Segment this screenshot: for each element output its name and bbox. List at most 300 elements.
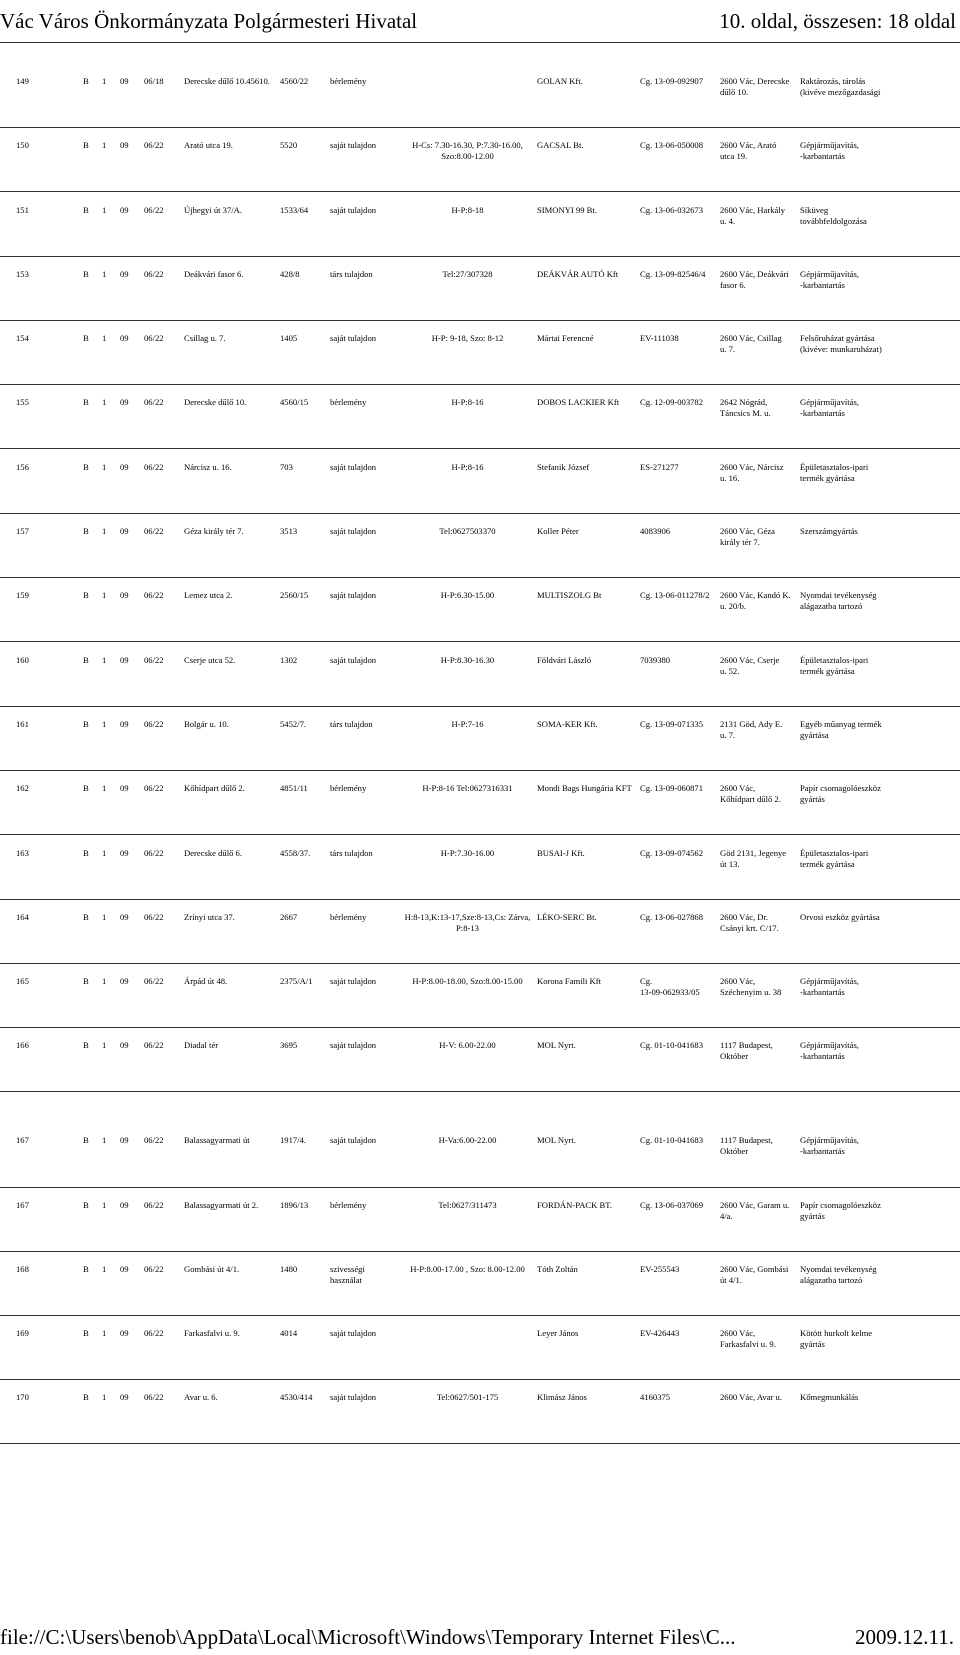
record-category: B xyxy=(83,1200,89,1210)
record-operator-address-line: Farkasfalvi u. 9. xyxy=(720,1339,776,1349)
record-lot-number: 4014 xyxy=(280,1328,298,1338)
record-lot-number: 428/8 xyxy=(280,269,300,279)
record-category: B xyxy=(83,76,89,86)
record-site-address: Derecske dűlő 10.45610. xyxy=(184,76,270,86)
record-field-09: 09 xyxy=(120,526,129,536)
row-separator xyxy=(0,577,960,578)
record-category: B xyxy=(83,205,89,215)
record-operator-name: FORDÁN-PACK BT. xyxy=(537,1200,612,1210)
record-activity xyxy=(800,397,950,419)
record-site-address: Lemez utca 2. xyxy=(184,590,233,600)
record-field-09: 09 xyxy=(120,76,129,86)
record-category: B xyxy=(83,1264,89,1274)
record-lot-number: 4560/22 xyxy=(280,76,309,86)
record-ownership: bérlemény xyxy=(330,397,367,407)
record-activity xyxy=(800,333,950,355)
record-activity-line: Gépjárműjavítás, xyxy=(800,1135,859,1145)
table-row xyxy=(0,848,960,882)
record-registration: Cg. 13-06-037069 xyxy=(640,1200,704,1210)
record-activity-line: gyártás xyxy=(800,1339,825,1349)
record-activity-line: Szerszámgyártás xyxy=(800,526,858,536)
footer-file-path: file://C:\Users\benob\AppData\Local\Microsoft\Windows\Temporary Internet Files\C... xyxy=(0,1625,736,1649)
record-number: 163 xyxy=(16,848,29,858)
record-field-09: 09 xyxy=(120,140,129,150)
record-ownership-line: használat xyxy=(330,1275,362,1285)
record-code: 06/22 xyxy=(144,655,164,665)
record-category: B xyxy=(83,1392,89,1402)
record-operator-address-line: Csányi krt. C/17. xyxy=(720,923,779,933)
record-registration: Cg. 13-06-027868 xyxy=(640,912,704,922)
record-activity-line: Papír csomagolóeszköz xyxy=(800,783,881,793)
record-operator-address xyxy=(720,783,798,805)
record-activity-line: Felsőruházat gyártása xyxy=(800,333,875,343)
record-operator-address-line: 2600 Vác, xyxy=(720,976,756,986)
record-opening-hours: H-V: 6.00-22.00 xyxy=(439,1040,496,1050)
record-code: 06/22 xyxy=(144,848,164,858)
table-row xyxy=(0,976,960,1010)
row-separator xyxy=(0,1315,960,1316)
record-site-address: Nárcisz u. 16. xyxy=(184,462,232,472)
record-registration: Cg. 13-09-071335 xyxy=(640,719,704,729)
record-operator-address-line: Göd 2131, Jegenye xyxy=(720,848,787,858)
record-lot-number: 1896/13 xyxy=(280,1200,309,1210)
record-field-09: 09 xyxy=(120,205,129,215)
record-code: 06/22 xyxy=(144,462,164,472)
record-number: 162 xyxy=(16,783,29,793)
record-site-address: Újhegyi út 37/A. xyxy=(184,205,243,215)
record-operator-address xyxy=(720,1135,798,1157)
record-operator-address-line: utca 19. xyxy=(720,151,748,161)
record-operator-address-line: 2600 Vác, Harkály xyxy=(720,205,785,215)
record-operator-address xyxy=(720,397,798,419)
record-field-1: 1 xyxy=(102,783,107,793)
record-operator-name: Tóth Zoltán xyxy=(537,1264,578,1274)
record-code: 06/22 xyxy=(144,1040,164,1050)
record-category: B xyxy=(83,397,89,407)
record-field-09: 09 xyxy=(120,783,129,793)
record-code: 06/22 xyxy=(144,719,164,729)
record-opening-hours-line: P:8-13 xyxy=(456,923,479,933)
record-ownership: bérlemény xyxy=(330,1200,367,1210)
record-operator-address-line: dűlő 10. xyxy=(720,87,749,97)
record-opening-hours: H-P:8-16 Tel:0627316331 xyxy=(422,783,513,793)
record-operator-address xyxy=(720,912,798,934)
record-ownership: saját tulajdon xyxy=(330,462,377,472)
record-operator-address-line: u. 4. xyxy=(720,216,736,226)
record-lot-number: 1480 xyxy=(280,1264,298,1274)
row-separator xyxy=(0,1027,960,1028)
record-ownership: társ tulajdon xyxy=(330,269,373,279)
record-activity-line: továbbfeldolgozása xyxy=(800,216,867,226)
table-row xyxy=(0,1135,960,1169)
record-field-09: 09 xyxy=(120,1264,129,1274)
table-row xyxy=(0,719,960,753)
record-number: 169 xyxy=(16,1328,29,1338)
record-code: 06/22 xyxy=(144,1392,164,1402)
record-activity xyxy=(800,269,950,291)
record-code: 06/22 xyxy=(144,205,164,215)
record-field-1: 1 xyxy=(102,655,107,665)
record-ownership: bérlemény xyxy=(330,912,367,922)
record-number: 151 xyxy=(16,205,29,215)
record-field-09: 09 xyxy=(120,719,129,729)
record-activity xyxy=(800,76,950,98)
record-site-address: Arató utca 19. xyxy=(184,140,233,150)
record-activity-line: -karbantartás xyxy=(800,1051,845,1061)
record-category: B xyxy=(83,140,89,150)
record-opening-hours: H-P:6.30-15.00 xyxy=(440,590,495,600)
record-category: B xyxy=(83,719,89,729)
record-operator-address-line: 2600 Vác, Derecske xyxy=(720,76,790,86)
record-number: 161 xyxy=(16,719,29,729)
record-field-1: 1 xyxy=(102,526,107,536)
record-site-address: Gombási út 4/1. xyxy=(184,1264,240,1274)
record-activity xyxy=(800,1040,950,1062)
record-activity-line: Egyéb műanyag termék xyxy=(800,719,882,729)
record-operator-address-line: Október xyxy=(720,1146,749,1156)
record-registration: Cg. 13-06-032673 xyxy=(640,205,704,215)
row-separator xyxy=(0,256,960,257)
record-ownership: bérlemény xyxy=(330,783,367,793)
record-activity xyxy=(800,1328,950,1350)
table-row xyxy=(0,526,960,560)
record-activity-line: Gépjárműjavítás, xyxy=(800,976,859,986)
record-site-address: Zrínyi utca 37. xyxy=(184,912,235,922)
record-code: 06/22 xyxy=(144,333,164,343)
record-registration: Cg. 12-09-003782 xyxy=(640,397,704,407)
record-activity-line: gyártás xyxy=(800,1211,825,1221)
record-ownership: saját tulajdon xyxy=(330,1040,377,1050)
record-site-address: Deákvári fasor 6. xyxy=(184,269,244,279)
record-lot-number: 2375/A/1 xyxy=(280,976,313,986)
record-operator-name: DOBOS LACKIER Kft xyxy=(537,397,620,407)
table-row xyxy=(0,912,960,946)
record-site-address: Balassagyarmati út xyxy=(184,1135,250,1145)
record-activity xyxy=(800,1135,950,1157)
record-activity-line: termék gyártása xyxy=(800,859,855,869)
record-category: B xyxy=(83,976,89,986)
record-activity-line: termék gyártása xyxy=(800,666,855,676)
record-operator-address xyxy=(720,1392,798,1403)
record-number: 168 xyxy=(16,1264,29,1274)
record-operator-address xyxy=(720,462,798,484)
record-operator-address xyxy=(720,1200,798,1222)
row-separator xyxy=(0,834,960,835)
record-number: 149 xyxy=(16,76,29,86)
row-separator xyxy=(0,1091,960,1092)
record-opening-hours: Tel:0627503370 xyxy=(439,526,496,536)
record-operator-address-line: 2600 Vác, Csillag xyxy=(720,333,782,343)
record-operator-address-line: 4/a. xyxy=(720,1211,733,1221)
record-operator-address xyxy=(720,719,798,741)
record-operator-address xyxy=(720,76,798,98)
record-field-09: 09 xyxy=(120,912,129,922)
table-row xyxy=(0,462,960,496)
record-operator-name: Korona Famili Kft xyxy=(537,976,601,986)
record-category: B xyxy=(83,783,89,793)
record-activity xyxy=(800,912,950,923)
record-number: 156 xyxy=(16,462,29,472)
record-site-address: Árpád út 48. xyxy=(184,976,228,986)
record-field-1: 1 xyxy=(102,76,107,86)
record-activity-line: Nyomdai tevékenység xyxy=(800,1264,877,1274)
record-activity-line: -karbantartás xyxy=(800,151,845,161)
record-operator-address-line: 2131 Göd, Ady E. xyxy=(720,719,783,729)
record-field-1: 1 xyxy=(102,1328,107,1338)
record-ownership xyxy=(330,1264,398,1286)
row-separator xyxy=(0,706,960,707)
record-field-09: 09 xyxy=(120,655,129,665)
record-site-address: Csillag u. 7. xyxy=(184,333,226,343)
record-ownership: bérlemény xyxy=(330,76,367,86)
record-operator-address-line: 2600 Vác, Dr. xyxy=(720,912,769,922)
record-registration: Cg. 13-09-092907 xyxy=(640,76,704,86)
record-registration: 7039380 xyxy=(640,655,671,665)
record-lot-number: 1302 xyxy=(280,655,298,665)
record-opening-hours: H-P:7-16 xyxy=(451,719,484,729)
record-ownership: saját tulajdon xyxy=(330,333,377,343)
row-separator xyxy=(0,1251,960,1252)
record-operator-address-line: 2600 Vác, xyxy=(720,1328,756,1338)
record-ownership: saját tulajdon xyxy=(330,655,377,665)
record-operator-address xyxy=(720,1040,798,1062)
record-field-1: 1 xyxy=(102,397,107,407)
record-operator-name: GOLAN Kft. xyxy=(537,76,583,86)
record-site-address: Balassagyarmati út 2. xyxy=(184,1200,259,1210)
record-activity-line: -karbantartás xyxy=(800,408,845,418)
header-page-counter: 10. oldal, összesen: 18 oldal xyxy=(719,9,956,33)
record-opening-hours: Tel:0627/501-175 xyxy=(436,1392,499,1402)
record-lot-number: 3513 xyxy=(280,526,298,536)
record-lot-number: 1533/64 xyxy=(280,205,309,215)
record-site-address: Bolgár u. 10. xyxy=(184,719,229,729)
record-number: 150 xyxy=(16,140,29,150)
record-operator-address-line: Kőhídpart dűlő 2. xyxy=(720,794,781,804)
record-category: B xyxy=(83,848,89,858)
record-opening-hours xyxy=(400,140,535,162)
table-row xyxy=(0,269,960,303)
record-ownership: saját tulajdon xyxy=(330,140,377,150)
record-operator-address-line: 2600 Vác, Garam u. xyxy=(720,1200,790,1210)
record-operator-address xyxy=(720,976,798,998)
record-field-09: 09 xyxy=(120,397,129,407)
record-number: 155 xyxy=(16,397,29,407)
record-lot-number: 1917/4. xyxy=(280,1135,307,1145)
record-code: 06/22 xyxy=(144,1328,164,1338)
record-activity-line: Épületasztalos-ipari xyxy=(800,462,869,472)
record-operator-address xyxy=(720,269,798,291)
record-lot-number: 4530/414 xyxy=(280,1392,313,1402)
record-activity-line: Épületasztalos-ipari xyxy=(800,848,869,858)
record-code: 06/22 xyxy=(144,976,164,986)
table-row xyxy=(0,76,960,110)
record-operator-address-line: 2600 Vác, Géza xyxy=(720,526,775,536)
row-separator xyxy=(0,1379,960,1380)
record-field-09: 09 xyxy=(120,848,129,858)
footer-date: 2009.12.11. xyxy=(855,1625,954,1649)
record-opening-hours-line: H:8-13,K:13-17,Sze:8-13,Cs: Zárva, xyxy=(404,912,531,922)
record-activity-line: (kivéve mezőgazdasági xyxy=(800,87,881,97)
record-category: B xyxy=(83,590,89,600)
record-ownership: saját tulajdon xyxy=(330,976,377,986)
record-site-address: Derecske dűlő 10. xyxy=(184,397,247,407)
record-operator-address xyxy=(720,333,798,355)
record-operator-address xyxy=(720,655,798,677)
record-field-1: 1 xyxy=(102,1200,107,1210)
record-operator-address xyxy=(720,205,798,227)
table-row xyxy=(0,1264,960,1298)
record-number: 159 xyxy=(16,590,29,600)
record-operator-name: DEÁKVÁR AUTÓ Kft xyxy=(537,269,619,279)
record-number: 153 xyxy=(16,269,29,279)
record-lot-number: 2667 xyxy=(280,912,298,922)
record-activity-line: termék gyártása xyxy=(800,473,855,483)
table-row xyxy=(0,205,960,239)
record-activity xyxy=(800,205,950,227)
record-activity-line: Gépjárműjavítás, xyxy=(800,1040,859,1050)
record-opening-hours: H-P:8-16 xyxy=(451,397,484,407)
record-lot-number: 4851/11 xyxy=(280,783,308,793)
record-registration: Cg. 01-10-041683 xyxy=(640,1135,704,1145)
record-activity-line: -karbantartás xyxy=(800,1146,845,1156)
record-registration: Cg. 13-06-011278/2 xyxy=(640,590,710,600)
table-row xyxy=(0,783,960,817)
record-activity-line: gyártás xyxy=(800,794,825,804)
record-ownership: saját tulajdon xyxy=(330,1135,377,1145)
record-operator-address-line: út 4/1. xyxy=(720,1275,742,1285)
record-operator-address-line: Széchenyim u. 38 xyxy=(720,987,782,997)
row-separator xyxy=(0,513,960,514)
record-number: 164 xyxy=(16,912,29,922)
record-activity xyxy=(800,1264,950,1286)
record-activity xyxy=(800,783,950,805)
row-separator xyxy=(0,770,960,771)
table-row xyxy=(0,333,960,367)
record-activity-line: Épületasztalos-ipari xyxy=(800,655,869,665)
row-separator xyxy=(0,1443,960,1444)
record-operator-name: LÉKO-SERC Bt. xyxy=(537,912,597,922)
record-field-1: 1 xyxy=(102,1392,107,1402)
table-row xyxy=(0,1200,960,1234)
record-activity xyxy=(800,1200,950,1222)
table-row xyxy=(0,1328,960,1362)
record-operator-address-line: u. 7. xyxy=(720,730,736,740)
record-operator-address-line: 1117 Budapest, xyxy=(720,1040,773,1050)
table-row xyxy=(0,1040,960,1074)
record-site-address: Kőhídpart dűlő 2. xyxy=(184,783,245,793)
record-code: 06/22 xyxy=(144,140,164,150)
record-operator-name: SOMA-KER Kft. xyxy=(537,719,598,729)
record-lot-number: 3695 xyxy=(280,1040,298,1050)
record-code: 06/22 xyxy=(144,1264,164,1274)
record-opening-hours: H-P:7.30-16.00 xyxy=(440,848,495,858)
record-code: 06/18 xyxy=(144,76,164,86)
record-operator-address-line: u. 16. xyxy=(720,473,740,483)
record-operator-name: MOL Nyrt. xyxy=(537,1040,576,1050)
record-opening-hours: Tel:0627/311473 xyxy=(438,1200,497,1210)
record-code: 06/22 xyxy=(144,590,164,600)
record-field-09: 09 xyxy=(120,976,129,986)
record-registration: Cg. 13-09-060871 xyxy=(640,783,704,793)
record-operator-address-line: Táncsics M. u. xyxy=(720,408,771,418)
record-lot-number: 2560/15 xyxy=(280,590,309,600)
record-site-address: Cserje utca 52. xyxy=(184,655,236,665)
record-opening-hours: H-P:8.00-18.00, Szo:8.00-15.00 xyxy=(412,976,523,986)
record-field-09: 09 xyxy=(120,1200,129,1210)
record-opening-hours: H-Va:6.00-22.00 xyxy=(438,1135,497,1145)
record-activity xyxy=(800,526,950,537)
page-header xyxy=(0,6,960,36)
row-separator xyxy=(0,448,960,449)
record-ownership-line: szivességi xyxy=(330,1264,365,1274)
record-lot-number: 703 xyxy=(280,462,293,472)
record-operator-name: GACSAL Bt. xyxy=(537,140,584,150)
record-opening-hours: H-P: 9-18, Szo: 8-12 xyxy=(431,333,504,343)
record-category: B xyxy=(83,1040,89,1050)
row-separator xyxy=(0,191,960,192)
record-code: 06/22 xyxy=(144,269,164,279)
record-operator-address-line: fasor 6. xyxy=(720,280,746,290)
record-operator-address xyxy=(720,590,798,612)
record-ownership: saját tulajdon xyxy=(330,205,377,215)
row-separator xyxy=(0,641,960,642)
record-registration: 4160375 xyxy=(640,1392,671,1402)
record-operator-address-line: u. 7. xyxy=(720,344,736,354)
record-category: B xyxy=(83,1135,89,1145)
record-site-address: Derecske dűlő 6. xyxy=(184,848,242,858)
record-registration-line: 13-09-062933/05 xyxy=(640,987,700,997)
record-operator-name: Leyer János xyxy=(537,1328,579,1338)
record-operator-name: Mártai Ferencné xyxy=(537,333,594,343)
record-field-09: 09 xyxy=(120,1135,129,1145)
record-field-1: 1 xyxy=(102,1264,107,1274)
record-activity xyxy=(800,1392,950,1403)
record-registration: 4083906 xyxy=(640,526,671,536)
record-number: 160 xyxy=(16,655,29,665)
record-opening-hours xyxy=(400,912,535,934)
record-operator-address xyxy=(720,526,798,548)
record-operator-address-line: 2600 Vác, Nárcisz xyxy=(720,462,784,472)
record-field-09: 09 xyxy=(120,1040,129,1050)
record-ownership: saját tulajdon xyxy=(330,1328,377,1338)
record-activity xyxy=(800,140,950,162)
header-title: Vác Város Önkormányzata Polgármesteri Hivatal xyxy=(0,9,418,33)
record-code: 06/22 xyxy=(144,526,164,536)
record-lot-number: 4560/15 xyxy=(280,397,309,407)
record-operator-address-line: 2600 Vác, xyxy=(720,783,756,793)
record-field-1: 1 xyxy=(102,205,107,215)
record-field-1: 1 xyxy=(102,1135,107,1145)
record-activity-line: Nyomdai tevékenység xyxy=(800,590,877,600)
record-field-09: 09 xyxy=(120,333,129,343)
row-separator xyxy=(0,963,960,964)
row-separator xyxy=(0,42,960,43)
record-code: 06/22 xyxy=(144,397,164,407)
record-field-1: 1 xyxy=(102,912,107,922)
record-activity-line: Gépjárműjavítás, xyxy=(800,269,859,279)
record-activity-line: -karbantartás xyxy=(800,987,845,997)
record-operator-address-line: 2642 Nógrád, xyxy=(720,397,768,407)
table-row xyxy=(0,140,960,174)
record-operator-address xyxy=(720,1328,798,1350)
table-row xyxy=(0,655,960,689)
record-operator-address-line: 2600 Vác, Kandó K. xyxy=(720,590,791,600)
record-field-09: 09 xyxy=(120,269,129,279)
record-site-address: Avar u. 6. xyxy=(184,1392,218,1402)
record-opening-hours-line: H-Cs: 7.30-16.30, P:7.30-16.00, xyxy=(412,140,523,150)
record-code: 06/22 xyxy=(144,783,164,793)
record-lot-number: 5520 xyxy=(280,140,298,150)
